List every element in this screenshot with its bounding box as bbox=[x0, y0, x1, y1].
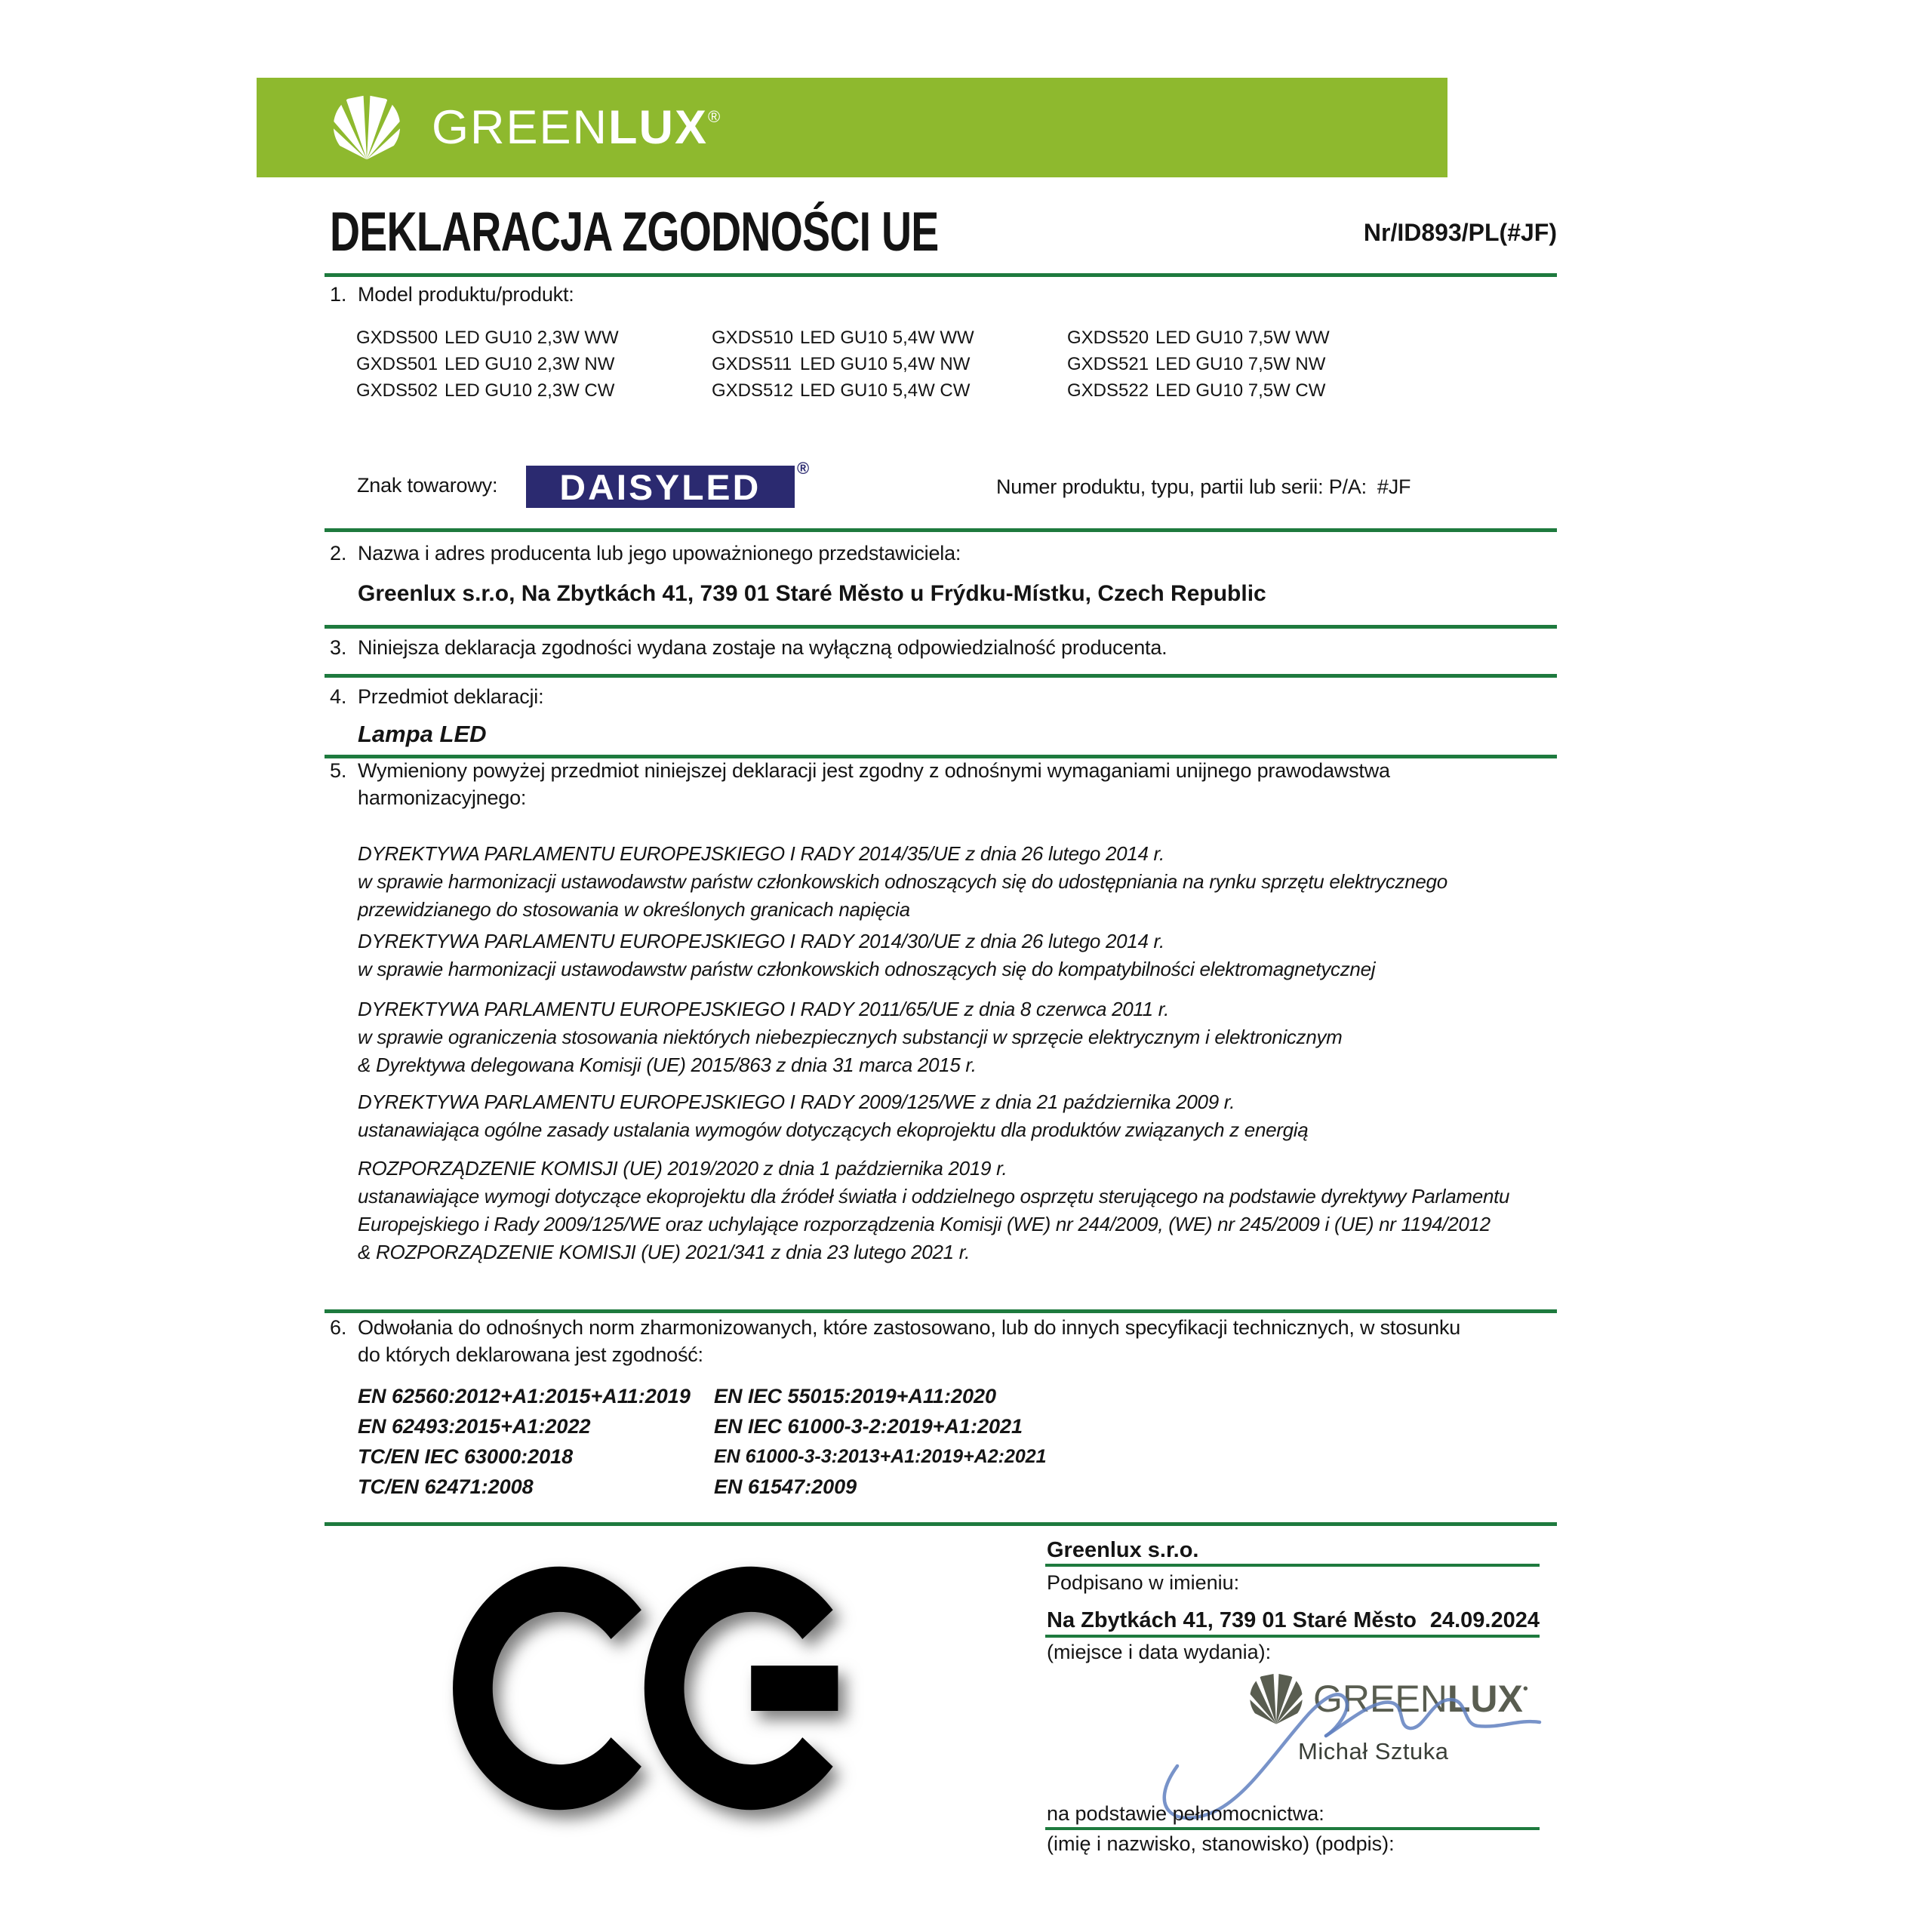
product-code: GXDS520 bbox=[1067, 328, 1149, 348]
product-name: LED GU10 2,3W NW bbox=[445, 354, 615, 374]
directive-paragraph bbox=[358, 928, 1375, 983]
issue-place: Na Zbytkách 41, 739 01 Staré Město bbox=[1047, 1608, 1417, 1632]
section4-number: 4. bbox=[330, 685, 347, 708]
separator-line bbox=[325, 273, 1557, 277]
product-name: LED GU10 2,3W CW bbox=[445, 380, 615, 401]
directive-line: ROZPORZĄDZENIE KOMISJI (UE) 2019/2020 z dnia 1 października 2019 r. bbox=[358, 1157, 1008, 1180]
daisyled-logo bbox=[526, 466, 795, 508]
product-item bbox=[1067, 351, 1330, 377]
directive-line: DYREKTYWA PARLAMENTU EUROPEJSKIEGO I RADY 2009/125/WE z dnia 21 października 2009 r. bbox=[358, 1091, 1235, 1113]
section4-heading: 4. Przedmiot deklaracji: bbox=[330, 685, 544, 708]
stamp-registered-mark: • bbox=[1522, 1681, 1528, 1697]
issue-date: 24.09.2024 bbox=[1429, 1608, 1540, 1632]
section5-number: 5. bbox=[330, 759, 347, 782]
greenlux-fan-icon bbox=[331, 91, 402, 166]
directive-line: & ROZPORZĄDZENIE KOMISJI (UE) 2021/341 z dnia 23 lutego 2021 r. bbox=[358, 1241, 971, 1263]
product-list-col1 bbox=[356, 325, 619, 404]
product-code: GXDS501 bbox=[356, 354, 438, 374]
section6-number: 6. bbox=[330, 1316, 347, 1339]
directive-line: ustanawiające wymogi dotyczące ekoprojektu dla źródeł światła i oddzielnego osprzętu sterującego na podstawie dyrektywy Parlamentu bbox=[358, 1185, 1510, 1208]
directive-line: ustanawiająca ogólne zasady ustalania wymogów dotyczących ekoprojektu dla produktów związanych z energią bbox=[358, 1118, 1309, 1141]
page-title: DEKLARACJA ZGODNOŚCI UE bbox=[330, 202, 939, 263]
place-caption: (miejsce i data wydania): bbox=[1047, 1641, 1272, 1663]
serial-label: Numer produktu, typu, partii lub serii: P/A: bbox=[996, 475, 1367, 498]
directive-line: DYREKTYWA PARLAMENTU EUROPEJSKIEGO I RADY 2014/30/UE z dnia 26 lutego 2014 r. bbox=[358, 930, 1164, 952]
section2-number: 2. bbox=[330, 542, 347, 565]
product-item bbox=[356, 377, 619, 404]
product-item bbox=[356, 351, 619, 377]
product-name: LED GU10 5,4W NW bbox=[800, 354, 971, 374]
brand-bold: LUX bbox=[608, 101, 709, 154]
authority-label: na podstawie pełnomocnictwa: bbox=[1047, 1802, 1324, 1825]
product-code: GXDS510 bbox=[712, 328, 794, 348]
brand-wordmark bbox=[432, 100, 721, 155]
serial-value: #JF bbox=[1377, 475, 1411, 498]
registered-mark: ® bbox=[708, 107, 722, 126]
directive-line: przewidzianego do stosowania w określonych granicach napięcia bbox=[358, 898, 910, 921]
product-list-col3 bbox=[1067, 325, 1330, 404]
section3-text: 3. Niniejsza deklaracja zgodności wydana zostaje na wyłączną odpowiedzialność producenta. bbox=[330, 636, 1168, 659]
product-code: GXDS500 bbox=[356, 328, 438, 348]
section2-heading: 2. Nazwa i adres producenta lub jego upoważnionego przedstawiciela: bbox=[330, 542, 961, 565]
product-item bbox=[712, 325, 974, 351]
standard-item: EN IEC 55015:2019+A11:2020 bbox=[714, 1385, 997, 1407]
product-name: LED GU10 5,4W WW bbox=[800, 328, 974, 348]
product-list-col2 bbox=[712, 325, 974, 404]
product-item bbox=[712, 351, 974, 377]
standard-item: TC/EN IEC 63000:2018 bbox=[358, 1445, 574, 1468]
directive-line: w sprawie ograniczenia stosowania niektórych niebezpiecznych substancji w sprzęcie elektrycznym i elektronicznym bbox=[358, 1026, 1343, 1048]
directive-paragraph bbox=[358, 995, 1343, 1079]
product-item bbox=[712, 377, 974, 404]
footer-company: Greenlux s.r.o. bbox=[1047, 1538, 1199, 1562]
directive-line: Europejskiego i Rady 2009/125/WE oraz uchylające rozporządzenia Komisji (WE) nr 244/2009, (WE) nr 245/2009 i (UE) nr 1194/2012 bbox=[358, 1213, 1491, 1235]
ce-mark-icon bbox=[453, 1546, 880, 1831]
directive-paragraph bbox=[358, 1088, 1308, 1144]
product-name: LED GU10 7,5W CW bbox=[1155, 380, 1326, 401]
trademark-label: Znak towarowy: bbox=[357, 474, 498, 497]
separator-line bbox=[325, 674, 1557, 678]
directive-line: DYREKTYWA PARLAMENTU EUROPEJSKIEGO I RADY 2014/35/UE z dnia 26 lutego 2014 r. bbox=[358, 842, 1164, 865]
manufacturer-address: Greenlux s.r.o, Na Zbytkách 41, 739 01 Staré Město u Frýdku-Místku, Czech Republic bbox=[358, 581, 1266, 606]
product-code: GXDS522 bbox=[1067, 380, 1149, 401]
doc-number: Nr/ID893/PL(#JF) bbox=[1363, 219, 1557, 246]
product-item bbox=[1067, 325, 1330, 351]
stamp-wordmark: GREENLUX• bbox=[1313, 1678, 1528, 1720]
standard-item: EN 61547:2009 bbox=[714, 1475, 857, 1498]
serial-row bbox=[996, 475, 1411, 499]
section1-number: 1. bbox=[330, 283, 347, 306]
directive-line: w sprawie harmonizacji ustawodawstw państw członkowskich odnoszących się do udostępniania na rynku sprzętu elektrycznego bbox=[358, 870, 1447, 893]
product-name: LED GU10 7,5W WW bbox=[1155, 328, 1330, 348]
product-name: LED GU10 2,3W WW bbox=[445, 328, 619, 348]
section1-heading: 1. Model produktu/produkt: bbox=[330, 283, 574, 306]
product-code: GXDS511 bbox=[712, 354, 792, 374]
authority-caption: (imię i nazwisko, stanowisko) (podpis): bbox=[1047, 1832, 1395, 1855]
section5-heading: 5. Wymieniony powyżej przedmiot niniejszej deklaracji jest zgodny z odnośnymi wymaganiami unijnego prawodawstwa harmonizacyjnego: bbox=[330, 757, 1390, 811]
section3-number: 3. bbox=[330, 636, 347, 659]
brand-regular: GREEN bbox=[432, 101, 609, 154]
product-item bbox=[1067, 377, 1330, 404]
directive-paragraph bbox=[358, 1155, 1509, 1266]
footer-underline bbox=[1045, 1827, 1540, 1830]
product-code: GXDS521 bbox=[1067, 354, 1149, 374]
standards-column-1 bbox=[358, 1381, 691, 1502]
standard-item: EN 61000-3-3:2013+A1:2019+A2:2021 bbox=[714, 1446, 1047, 1467]
product-item bbox=[356, 325, 619, 351]
footer-underline bbox=[1045, 1635, 1540, 1638]
separator-line bbox=[325, 625, 1557, 629]
standard-item: EN 62493:2015+A1:2022 bbox=[358, 1415, 591, 1438]
directive-line: & Dyrektywa delegowana Komisji (UE) 2015/863 z dnia 31 marca 2015 r. bbox=[358, 1054, 977, 1076]
product-code: GXDS512 bbox=[712, 380, 794, 401]
standard-item: TC/EN 62471:2008 bbox=[358, 1475, 534, 1498]
declaration-subject: Lampa LED bbox=[358, 721, 487, 747]
signed-label: Podpisano w imieniu: bbox=[1047, 1571, 1240, 1594]
section6-heading: 6. Odwołania do odnośnych norm zharmonizowanych, które zastosowano, lub do innych specyfikacji technicznych, w stosunku do których deklarowana jest zgodność: bbox=[330, 1314, 1460, 1368]
directive-line: w sprawie harmonizacji ustawodawstw państw członkowskich odnoszących się do kompatybilności elektromagnetycznej bbox=[358, 958, 1376, 980]
product-code: GXDS502 bbox=[356, 380, 438, 401]
directive-line: DYREKTYWA PARLAMENTU EUROPEJSKIEGO I RADY 2011/65/UE z dnia 8 czerwca 2011 r. bbox=[358, 998, 1170, 1020]
product-name: LED GU10 5,4W CW bbox=[800, 380, 971, 401]
header-bar bbox=[257, 78, 1447, 177]
product-name: LED GU10 7,5W NW bbox=[1155, 354, 1326, 374]
standards-column-2 bbox=[714, 1381, 1047, 1502]
directive-paragraph bbox=[358, 840, 1447, 924]
daisyled-text: DAISYLED bbox=[559, 466, 761, 507]
standard-item: EN 62560:2012+A1:2015+A11:2019 bbox=[358, 1385, 691, 1407]
signer-name: Michał Sztuka bbox=[1298, 1738, 1449, 1764]
standard-item: EN IEC 61000-3-2:2019+A1:2021 bbox=[714, 1415, 1023, 1438]
footer-underline bbox=[1045, 1564, 1540, 1567]
registered-mark: ® bbox=[797, 459, 810, 478]
separator-line bbox=[325, 1309, 1557, 1313]
separator-line bbox=[325, 1522, 1557, 1526]
separator-line bbox=[325, 528, 1557, 532]
